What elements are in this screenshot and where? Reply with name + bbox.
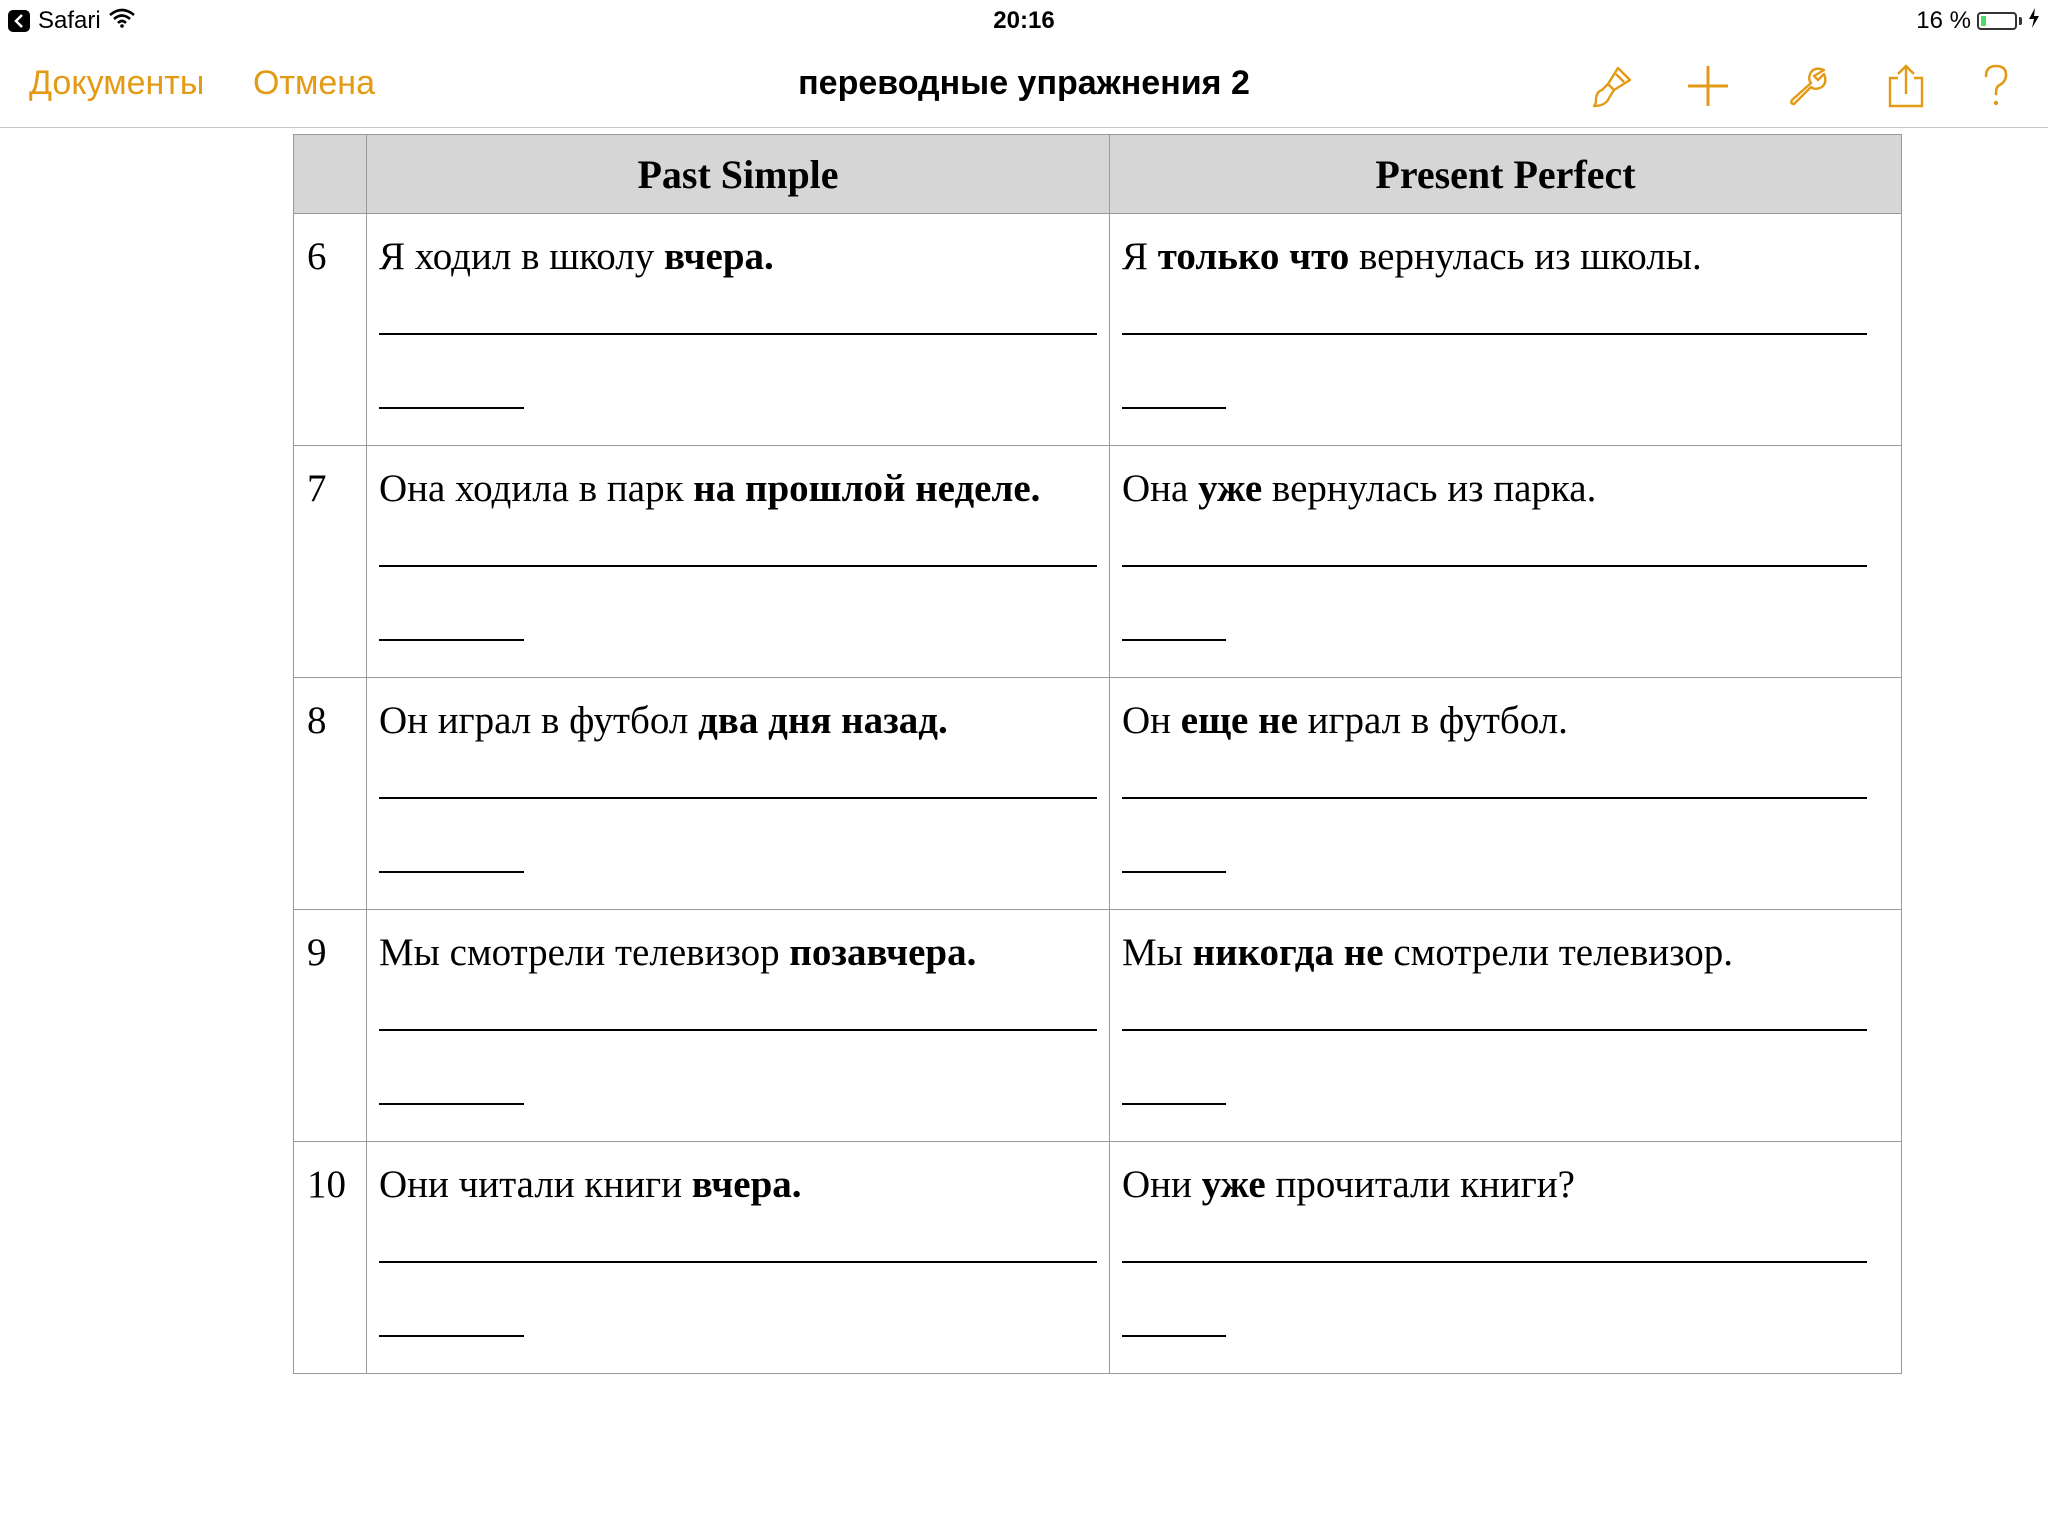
status-bar bbox=[0, 0, 2048, 42]
answer-line bbox=[1122, 1335, 1226, 1337]
answer-line bbox=[1122, 797, 1867, 799]
sentence-text: вернулась из школы. bbox=[1349, 235, 1702, 278]
answer-line bbox=[379, 1103, 524, 1105]
answer-line bbox=[379, 871, 524, 873]
past-simple-cell[interactable] bbox=[367, 678, 1110, 910]
time-marker: вчера. bbox=[663, 235, 774, 278]
time-marker: еще не bbox=[1180, 699, 1298, 742]
battery-cap bbox=[2019, 17, 2022, 25]
exercise-table bbox=[293, 134, 1902, 1374]
status-time: 20:16 bbox=[993, 7, 1055, 34]
charging-icon bbox=[2028, 7, 2040, 35]
row-number: 8 bbox=[294, 678, 367, 910]
document-toolbar bbox=[0, 42, 2048, 128]
format-brush-button[interactable] bbox=[1586, 60, 1638, 112]
back-app-label: Safari bbox=[38, 7, 101, 34]
past-simple-cell[interactable] bbox=[367, 1142, 1110, 1374]
header-present-perfect: Present Perfect bbox=[1110, 135, 1902, 214]
header-past-simple: Past Simple bbox=[367, 135, 1110, 214]
present-perfect-cell[interactable] bbox=[1110, 1142, 1902, 1374]
documents-button[interactable]: Документы bbox=[29, 64, 205, 102]
table-row bbox=[294, 446, 1902, 678]
table-row bbox=[294, 214, 1902, 446]
header-number bbox=[294, 135, 367, 214]
answer-line bbox=[379, 1029, 1097, 1031]
sentence-text: Они читали книги bbox=[379, 1163, 692, 1206]
help-button[interactable] bbox=[1970, 60, 2022, 112]
answer-line bbox=[1122, 639, 1226, 641]
sentence-text: смотрели телевизор. bbox=[1383, 931, 1734, 974]
sentence-text: Я bbox=[1122, 235, 1158, 278]
row-number: 10 bbox=[294, 1142, 367, 1374]
sentence-text: Мы bbox=[1122, 931, 1193, 974]
cancel-button[interactable]: Отмена bbox=[253, 64, 375, 102]
time-marker: на прошлой неделе. bbox=[693, 467, 1041, 510]
answer-line bbox=[1122, 333, 1867, 335]
present-perfect-cell[interactable] bbox=[1110, 446, 1902, 678]
table-row bbox=[294, 678, 1902, 910]
share-icon bbox=[1882, 62, 1930, 110]
past-simple-sentence bbox=[379, 930, 1097, 977]
sentence-text: Мы смотрели телевизор bbox=[379, 931, 790, 974]
answer-line bbox=[1122, 1029, 1867, 1031]
present-perfect-sentence bbox=[1122, 1162, 1889, 1209]
sentence-text: играл в футбол. bbox=[1297, 699, 1568, 742]
tools-button[interactable] bbox=[1782, 60, 1834, 112]
past-simple-cell[interactable] bbox=[367, 446, 1110, 678]
answer-line bbox=[1122, 565, 1867, 567]
time-marker: никогда не bbox=[1192, 931, 1384, 974]
wrench-icon bbox=[1784, 62, 1832, 110]
sentence-text: Она ходила в парк bbox=[379, 467, 694, 510]
answer-line bbox=[379, 407, 524, 409]
present-perfect-sentence bbox=[1122, 930, 1889, 977]
past-simple-sentence bbox=[379, 1162, 1097, 1209]
present-perfect-sentence bbox=[1122, 466, 1889, 513]
answer-line bbox=[1122, 1103, 1226, 1105]
past-simple-sentence bbox=[379, 234, 1097, 281]
present-perfect-cell[interactable] bbox=[1110, 910, 1902, 1142]
battery-fill bbox=[1981, 16, 1986, 26]
sentence-text: Он bbox=[1122, 699, 1181, 742]
paintbrush-icon bbox=[1588, 62, 1636, 110]
table-row bbox=[294, 1142, 1902, 1374]
time-marker: вчера. bbox=[691, 1163, 802, 1206]
battery-percent: 16 % bbox=[1916, 7, 1971, 34]
present-perfect-cell[interactable] bbox=[1110, 214, 1902, 446]
past-simple-cell[interactable] bbox=[367, 214, 1110, 446]
time-marker: уже bbox=[1198, 467, 1263, 510]
time-marker: только что bbox=[1157, 235, 1350, 278]
share-button[interactable] bbox=[1880, 60, 1932, 112]
plus-icon bbox=[1684, 62, 1732, 110]
table-row bbox=[294, 910, 1902, 1142]
answer-line bbox=[379, 565, 1097, 567]
row-number: 7 bbox=[294, 446, 367, 678]
past-simple-cell[interactable] bbox=[367, 910, 1110, 1142]
document-page[interactable] bbox=[0, 128, 2048, 1536]
present-perfect-sentence bbox=[1122, 698, 1889, 745]
question-mark-icon bbox=[1972, 62, 2020, 110]
insert-button[interactable] bbox=[1682, 60, 1734, 112]
table-header-row bbox=[294, 135, 1902, 214]
battery-icon bbox=[1977, 12, 2017, 30]
answer-line bbox=[379, 1261, 1097, 1263]
answer-line bbox=[379, 797, 1097, 799]
present-perfect-sentence bbox=[1122, 234, 1889, 281]
answer-line bbox=[1122, 871, 1226, 873]
past-simple-sentence bbox=[379, 466, 1097, 513]
present-perfect-cell[interactable] bbox=[1110, 678, 1902, 910]
sentence-text: Они bbox=[1122, 1163, 1202, 1206]
answer-line bbox=[379, 333, 1097, 335]
battery-status bbox=[1916, 7, 2040, 35]
row-number: 9 bbox=[294, 910, 367, 1142]
answer-line bbox=[1122, 1261, 1867, 1263]
row-number: 6 bbox=[294, 214, 367, 446]
answer-line bbox=[379, 639, 524, 641]
sentence-text: Она bbox=[1122, 467, 1199, 510]
answer-line bbox=[379, 1335, 524, 1337]
time-marker: уже bbox=[1201, 1163, 1266, 1206]
sentence-text: Он играл в футбол bbox=[379, 699, 699, 742]
answer-line bbox=[1122, 407, 1226, 409]
time-marker: позавчера. bbox=[789, 931, 977, 974]
sentence-text: прочитали книги? bbox=[1265, 1163, 1575, 1206]
sentence-text: вернулась из парка. bbox=[1262, 467, 1597, 510]
document-title: переводные упражнения 2 bbox=[798, 64, 1250, 102]
sentence-text: Я ходил в школу bbox=[379, 235, 664, 278]
time-marker: два дня назад. bbox=[698, 699, 948, 742]
past-simple-sentence bbox=[379, 698, 1097, 745]
